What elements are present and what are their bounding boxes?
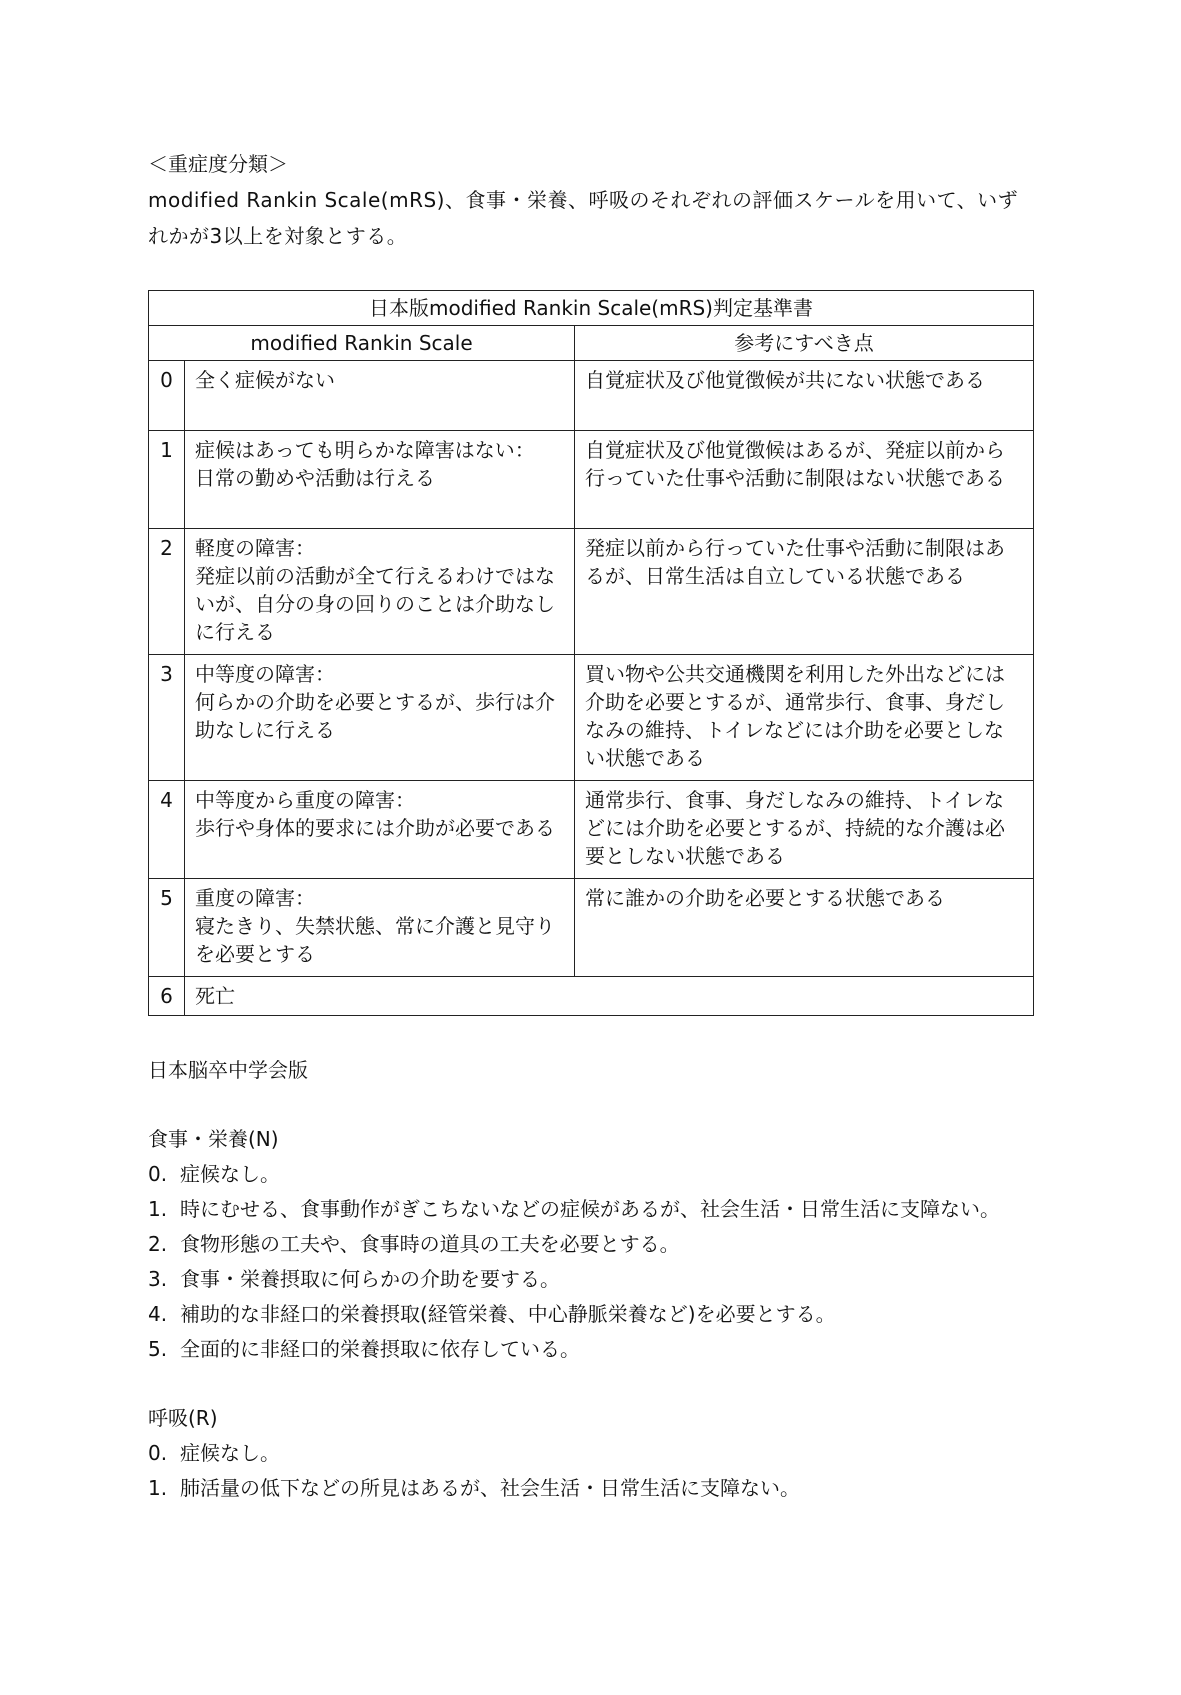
grade-cell: 4: [149, 781, 185, 879]
grade-cell: 0: [149, 361, 185, 431]
list-item: [148, 1262, 1033, 1297]
source-note: 日本脳卒中学会版: [148, 1058, 308, 1082]
item-number: 3.: [148, 1267, 168, 1291]
column-header-reference: 参考にすべき点: [575, 326, 1034, 361]
grade-description: 死亡: [185, 977, 1034, 1016]
grade-reference: 自覚症状及び他覚徴候はあるが、発症以前から行っていた仕事や活動に制限はない状態である: [575, 431, 1034, 529]
item-text: 食物形態の工夫や、食事時の道具の工夫を必要とする。: [180, 1232, 680, 1256]
item-text: 時にむせる、食事動作がぎこちないなどの症候があるが、社会生活・日常生活に支障ない。: [180, 1197, 1000, 1221]
grade-reference: 常に誰かの介助を必要とする状態である: [575, 879, 1034, 977]
grade-cell: 1: [149, 431, 185, 529]
item-number: 2.: [148, 1232, 168, 1256]
grade-reference: 買い物や公共交通機関を利用した外出などには介助を必要とするが、通常歩行、食事、身だしなみの維持、トイレなどには介助を必要としない状態である: [575, 655, 1034, 781]
list-item: [148, 1192, 1033, 1227]
item-number: 4.: [148, 1302, 168, 1326]
respiration-title: 呼吸(R): [148, 1406, 218, 1430]
intro-paragraph: modified Rankin Scale(mRS)、食事・栄養、呼吸のそれぞれの評価スケールを用いて、いずれかが3以上を対象とする。: [148, 188, 1019, 248]
item-number: 1.: [148, 1197, 168, 1221]
nutrition-title: 食事・栄養(N): [148, 1127, 279, 1151]
grade-reference: 自覚症状及び他覚徴候が共にない状態である: [575, 361, 1034, 431]
table-row: [149, 879, 1034, 977]
table-row: [149, 781, 1034, 879]
grade-cell: 3: [149, 655, 185, 781]
list-item: [148, 1436, 1033, 1471]
table-row: [149, 977, 1034, 1016]
grade-description: 重度の障害： 寝たきり、失禁状態、常に介護と見守りを必要とする: [185, 879, 575, 977]
grade-cell: 2: [149, 529, 185, 655]
grade-description: 中等度から重度の障害： 歩行や身体的要求には介助が必要である: [185, 781, 575, 879]
grade-reference: 通常歩行、食事、身だしなみの維持、トイレなどには介助を必要とするが、持続的な介護は必要としない状態である: [575, 781, 1034, 879]
list-item: [148, 1157, 1033, 1192]
table-row: [149, 529, 1034, 655]
respiration-section: [148, 1401, 1033, 1506]
item-number: 0.: [148, 1162, 168, 1186]
column-header-scale: modified Rankin Scale: [149, 326, 575, 361]
item-text: 症候なし。: [180, 1162, 280, 1186]
grade-description: 症候はあっても明らかな障害はない： 日常の勤めや活動は行える: [185, 431, 575, 529]
item-text: 症候なし。: [180, 1441, 280, 1465]
document-page: [148, 146, 1033, 1506]
table-title: 日本版modified Rankin Scale(mRS)判定基準書: [149, 291, 1034, 326]
table-row: [149, 655, 1034, 781]
grade-cell: 5: [149, 879, 185, 977]
list-item: [148, 1471, 1033, 1506]
item-text: 肺活量の低下などの所見はあるが、社会生活・日常生活に支障ない。: [180, 1476, 800, 1500]
nutrition-section: [148, 1122, 1033, 1367]
item-text: 補助的な非経口的栄養摂取(経管栄養、中心静脈栄養など)を必要とする。: [180, 1302, 836, 1326]
item-number: 0.: [148, 1441, 168, 1465]
item-text: 食事・栄養摂取に何らかの介助を要する。: [180, 1267, 560, 1291]
table-row: [149, 361, 1034, 431]
grade-description: 軽度の障害： 発症以前の活動が全て行えるわけではないが、自分の身の回りのことは介助なしに行える: [185, 529, 575, 655]
mrs-table: [148, 290, 1034, 1016]
list-item: [148, 1297, 1033, 1332]
grade-cell: 6: [149, 977, 185, 1016]
item-text: 全面的に非経口的栄養摂取に依存している。: [180, 1337, 580, 1361]
item-number: 5.: [148, 1337, 168, 1361]
list-item: [148, 1332, 1033, 1367]
list-item: [148, 1227, 1033, 1262]
item-number: 1.: [148, 1476, 168, 1500]
grade-description: 全く症候がない: [185, 361, 575, 431]
table-row: [149, 431, 1034, 529]
grade-reference: 発症以前から行っていた仕事や活動に制限はあるが、日常生活は自立している状態である: [575, 529, 1034, 655]
grade-description: 中等度の障害： 何らかの介助を必要とするが、歩行は介助なしに行える: [185, 655, 575, 781]
section-heading: ＜重症度分類＞: [148, 152, 288, 176]
